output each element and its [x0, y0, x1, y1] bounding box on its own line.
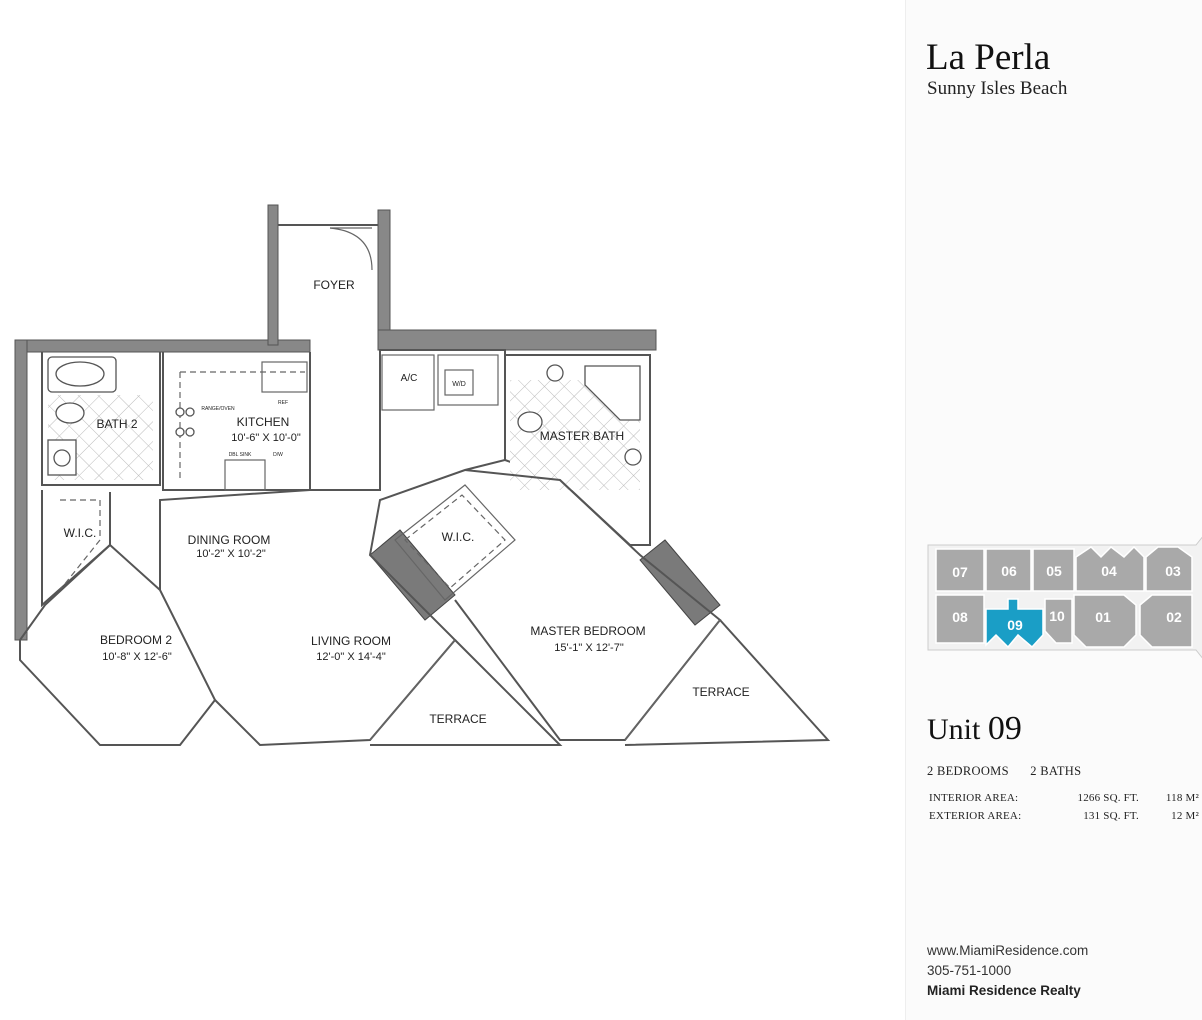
- interior-area-m2: 118 M²: [1165, 792, 1199, 804]
- terrace-left-label: TERRACE: [429, 712, 487, 726]
- keyplan-unit-label-05: 05: [1046, 563, 1062, 579]
- website-link[interactable]: www.MiamiResidence.com: [927, 943, 1089, 958]
- master-bedroom-label: MASTER BEDROOM: [530, 624, 646, 638]
- exterior-area-sqft: 131 SQ. FT.: [1083, 810, 1139, 822]
- keyplan-unit-label-02: 02: [1166, 609, 1182, 625]
- keyplan-unit-label-08: 08: [952, 609, 968, 625]
- info-sidebar: [905, 0, 1202, 1020]
- dw-label: D/W: [273, 452, 283, 458]
- building-name: La Perla: [926, 37, 1051, 78]
- exterior-area-row: [929, 810, 1199, 824]
- exterior-area-label: EXTERIOR AREA:: [929, 810, 1022, 822]
- bedrooms: 2 BEDROOMS: [927, 764, 1009, 778]
- master-bedroom-dims: 15'-1" X 12'-7": [554, 642, 624, 654]
- foyer-label: FOYER: [313, 278, 355, 292]
- key-plan: [926, 535, 1202, 660]
- keyplan-unit-label-07: 07: [952, 564, 968, 580]
- unit-number: 09: [987, 710, 1022, 747]
- keyplan-unit-label-03: 03: [1165, 563, 1181, 579]
- interior-area-sqft: 1266 SQ. FT.: [1077, 792, 1139, 804]
- bedroom2-label: BEDROOM 2: [99, 633, 173, 647]
- baths: 2 BATHS: [1030, 764, 1082, 778]
- keyplan-unit-label-06: 06: [1001, 563, 1017, 579]
- wic-master-label: W.I.C.: [441, 530, 475, 544]
- unit-word: Unit: [927, 713, 981, 746]
- range-label: RANGE/OVEN: [201, 406, 235, 412]
- company-name: Miami Residence Realty: [927, 983, 1081, 998]
- interior-area-label: INTERIOR AREA:: [929, 792, 1019, 804]
- ref-label: REF: [278, 400, 288, 406]
- keyplan-unit-label-09: 09: [1007, 617, 1023, 633]
- wd-label: W/D: [452, 381, 466, 388]
- unit-rooms: [927, 764, 1099, 779]
- building-location: Sunny Isles Beach: [927, 78, 1068, 99]
- living-dims: 12'-0" X 14'-4": [316, 651, 386, 663]
- keyplan-unit-label-10: 10: [1049, 608, 1065, 624]
- bath2-label: BATH 2: [96, 417, 138, 431]
- unit-heading: [927, 710, 1022, 748]
- keyplan-unit-label-01: 01: [1095, 609, 1111, 625]
- kitchen-label: KITCHEN: [236, 415, 290, 429]
- kitchen-dims: 10'-6" X 10'-0": [231, 432, 301, 444]
- master-bath-label: MASTER BATH: [539, 429, 625, 443]
- living-label: LIVING ROOM: [310, 634, 392, 648]
- bedroom2-dims: 10'-8" X 12'-6": [102, 651, 172, 663]
- dining-label: DINING ROOM: [187, 533, 271, 547]
- interior-area-row: [929, 792, 1199, 806]
- exterior-area-m2: 12 M²: [1171, 810, 1199, 822]
- sink-label: DBL SINK: [228, 452, 252, 458]
- phone-number[interactable]: 305-751-1000: [927, 963, 1012, 978]
- ac-label: A/C: [400, 373, 418, 384]
- terrace-right-label: TERRACE: [692, 685, 750, 699]
- interior-walls: [20, 225, 828, 745]
- wic-left-label: W.I.C.: [63, 526, 97, 540]
- dining-dims: 10'-2" X 10'-2": [196, 548, 266, 560]
- keyplan-unit-label-04: 04: [1101, 563, 1117, 579]
